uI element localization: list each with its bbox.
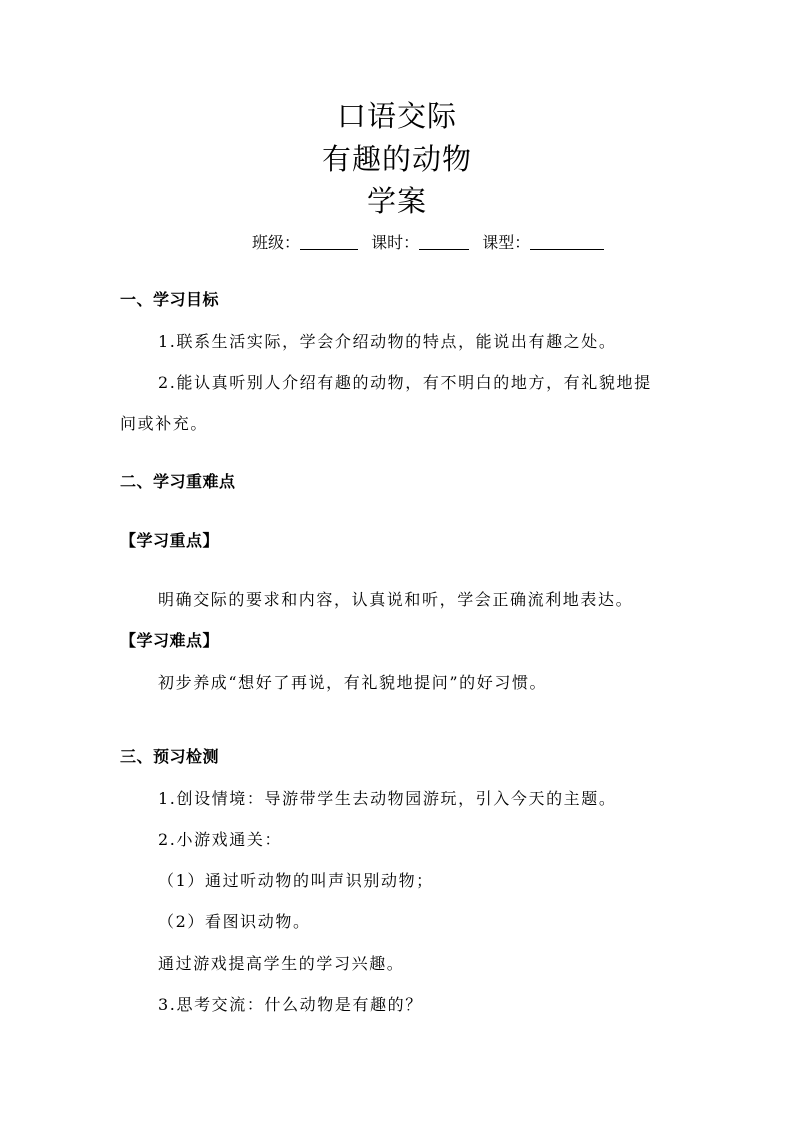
preview-sub-item-1: （1）通过听动物的叫声识别动物；	[158, 871, 434, 890]
title-line-2: 有趣的动物	[321, 142, 472, 176]
goal-item-2-line-1: 2.能认真听别人介绍有趣的动物，有不明白的地方，有礼貌地提	[158, 373, 652, 392]
preview-item-1: 1.创设情境：导游带学生去动物园游玩，引入今天的主题。	[158, 789, 617, 808]
class-blank[interactable]	[300, 233, 358, 250]
preview-sub-item-2: （2）看图识动物。	[158, 912, 311, 931]
section-heading-key-points: 二、学习重难点	[120, 472, 236, 491]
title-line-3: 学案	[366, 184, 427, 218]
preview-item-3: 3.思考交流：什么动物是有趣的？	[158, 995, 423, 1014]
section-heading-goals: 一、学习目标	[120, 290, 220, 309]
period-label: 课时：	[371, 233, 420, 252]
difficult-point-text: 初步养成“想好了再说，有礼貌地提问”的好习惯。	[158, 673, 548, 692]
key-point-text: 明确交际的要求和内容，认真说和听，学会正确流利地表达。	[158, 590, 634, 609]
goal-item-1: 1.联系生活实际，学会介绍动物的特点，能说出有趣之处。	[158, 332, 617, 351]
section-heading-preview: 三、预习检测	[120, 747, 220, 766]
class-info-row	[252, 232, 612, 254]
goal-item-2-line-2: 问或补充。	[120, 414, 209, 433]
type-label: 课型：	[482, 233, 531, 252]
type-blank[interactable]	[530, 233, 604, 250]
period-blank[interactable]	[419, 233, 469, 250]
title-line-1: 口语交际	[336, 99, 457, 133]
key-point-label: 【学习重点】	[120, 531, 220, 550]
class-label: 班级：	[252, 233, 301, 252]
preview-note: 通过游戏提高学生的学习兴趣。	[158, 954, 405, 973]
difficult-point-label: 【学习难点】	[120, 631, 220, 650]
preview-item-2: 2.小游戏通关：	[158, 830, 283, 849]
